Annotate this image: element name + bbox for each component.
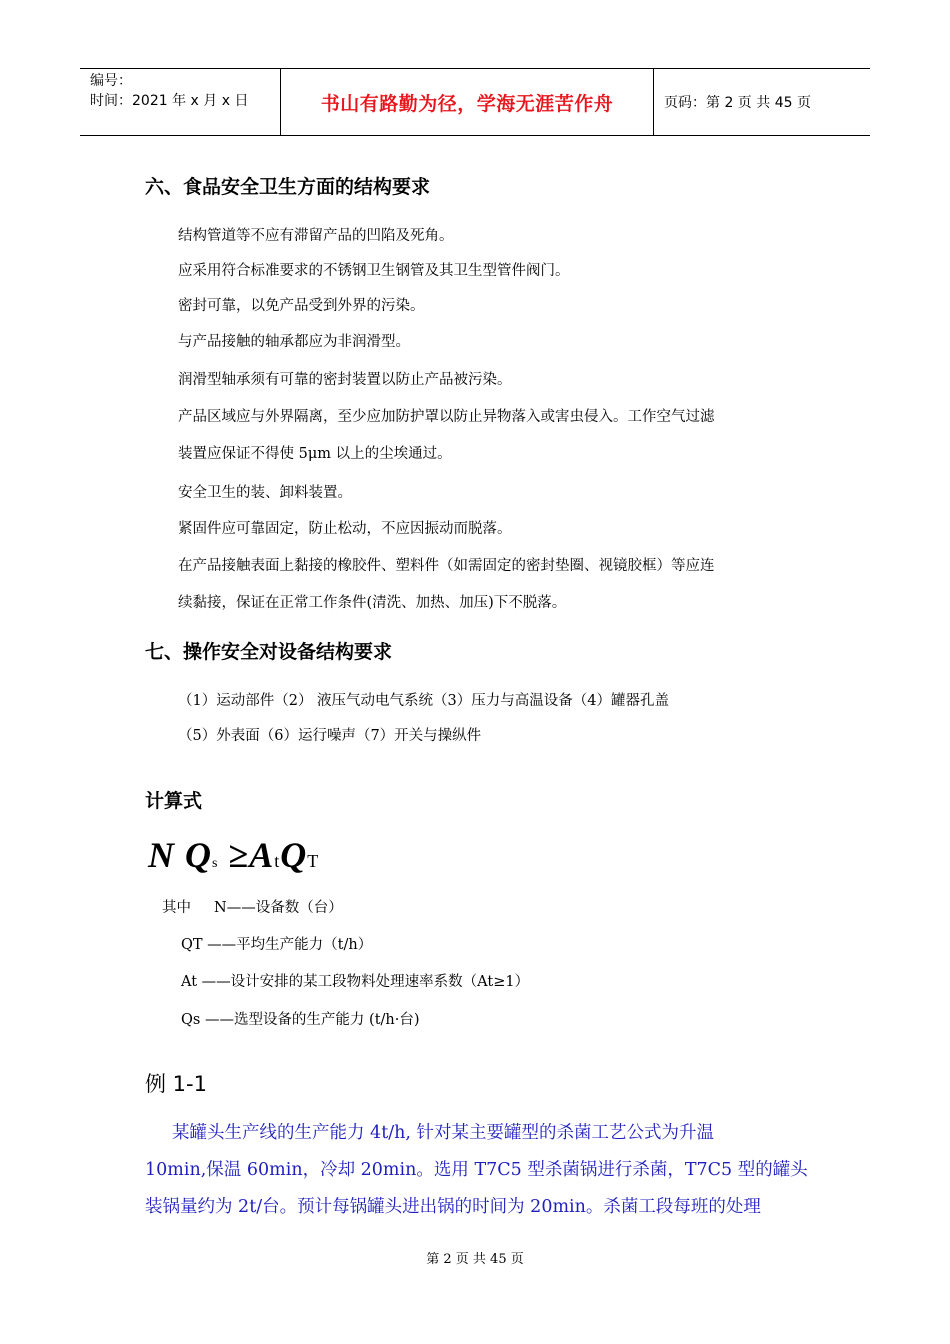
formula-q-sub: s [212, 856, 219, 871]
header-page-info: 页码：第 2 页 共 45 页 [664, 95, 811, 111]
section6-line: 在产品接触表面上黏接的橡胶件、塑料件（如需固定的密封垫圈、视镜胶框）等应连 [178, 558, 715, 574]
example-title: 例 1-1 [145, 1072, 207, 1096]
section6-line: 装置应保证不得使 5μm 以上的尘埃通过。 [178, 446, 452, 462]
section6-line: 安全卫生的装、卸料装置。 [178, 485, 352, 501]
formula-a: A [249, 835, 275, 875]
formula-q: Q [185, 835, 212, 875]
header-motto: 书山有路勤为径，学海无涯苦作舟 [281, 69, 654, 135]
header-time-label: 时间：2021 年 x 月 x 日 [90, 93, 249, 109]
example-line: 10min,保温 60min，冷却 20min。选用 T7C5 型杀菌锅进行杀菌，T7C5 型的罐头 [145, 1160, 808, 1180]
example-line: 某罐头生产线的生产能力 4t/h, 针对某主要罐型的杀菌工艺公式为升温 [172, 1123, 715, 1143]
example-line: 装锅量约为 2t/台。预计每锅罐头进出锅的时间为 20min。杀菌工段每班的处理 [145, 1197, 761, 1217]
formula-geq-symbol: ≥ [228, 835, 250, 875]
formula-def: QT ——平均生产能力（t/h） [181, 937, 373, 953]
section7-title: 七、操作安全对设备结构要求 [145, 641, 393, 663]
formula-n: N [148, 835, 175, 875]
formula-q2-sub: T [307, 851, 320, 871]
formula-def: 其中 N——设备数（台） [162, 900, 343, 916]
section6-line: 密封可靠，以免产品受到外界的污染。 [178, 298, 425, 314]
formula-def: At ——设计安排的某工段物料处理速率系数（At≥1） [181, 974, 530, 990]
section6-line: 紧固件应可靠固定，防止松动，不应因振动而脱落。 [178, 521, 512, 537]
section7-line: （1）运动部件（2） 液压气动电气系统（3）压力与高温设备（4）罐器孔盖 [178, 693, 670, 709]
page-footer: 第 2 页 共 45 页 [426, 1252, 524, 1267]
section7-line: （5）外表面（6）运行噪声（7）开关与操纵件 [178, 728, 482, 744]
formula-def: Qs ——选型设备的生产能力 (t/h·台) [181, 1012, 420, 1028]
calc-title: 计算式 [145, 790, 203, 812]
section6-line: 与产品接触的轴承都应为非润滑型。 [178, 334, 410, 350]
section6-line: 产品区域应与外界隔离，至少应加防护罩以防止异物落入或害虫侵入。工作空气过滤 [178, 409, 715, 425]
capacity-formula [148, 834, 319, 874]
section6-line: 结构管道等不应有滞留产品的凹陷及死角。 [178, 228, 454, 244]
section6-title: 六、食品安全卫生方面的结构要求 [145, 176, 431, 198]
header-meta [80, 69, 281, 135]
section6-line: 续黏接，保证在正常工作条件(清洗、加热、加压)下不脱落。 [178, 595, 567, 611]
header-number-label: 编号： [90, 73, 132, 89]
formula-a-sub: t [274, 851, 281, 871]
formula-q2: Q [280, 835, 308, 875]
page-header [80, 68, 870, 136]
section6-line: 应采用符合标准要求的不锈钢卫生钢管及其卫生型管件阀门。 [178, 263, 570, 279]
section6-line: 润滑型轴承须有可靠的密封装置以防止产品被污染。 [178, 372, 512, 388]
